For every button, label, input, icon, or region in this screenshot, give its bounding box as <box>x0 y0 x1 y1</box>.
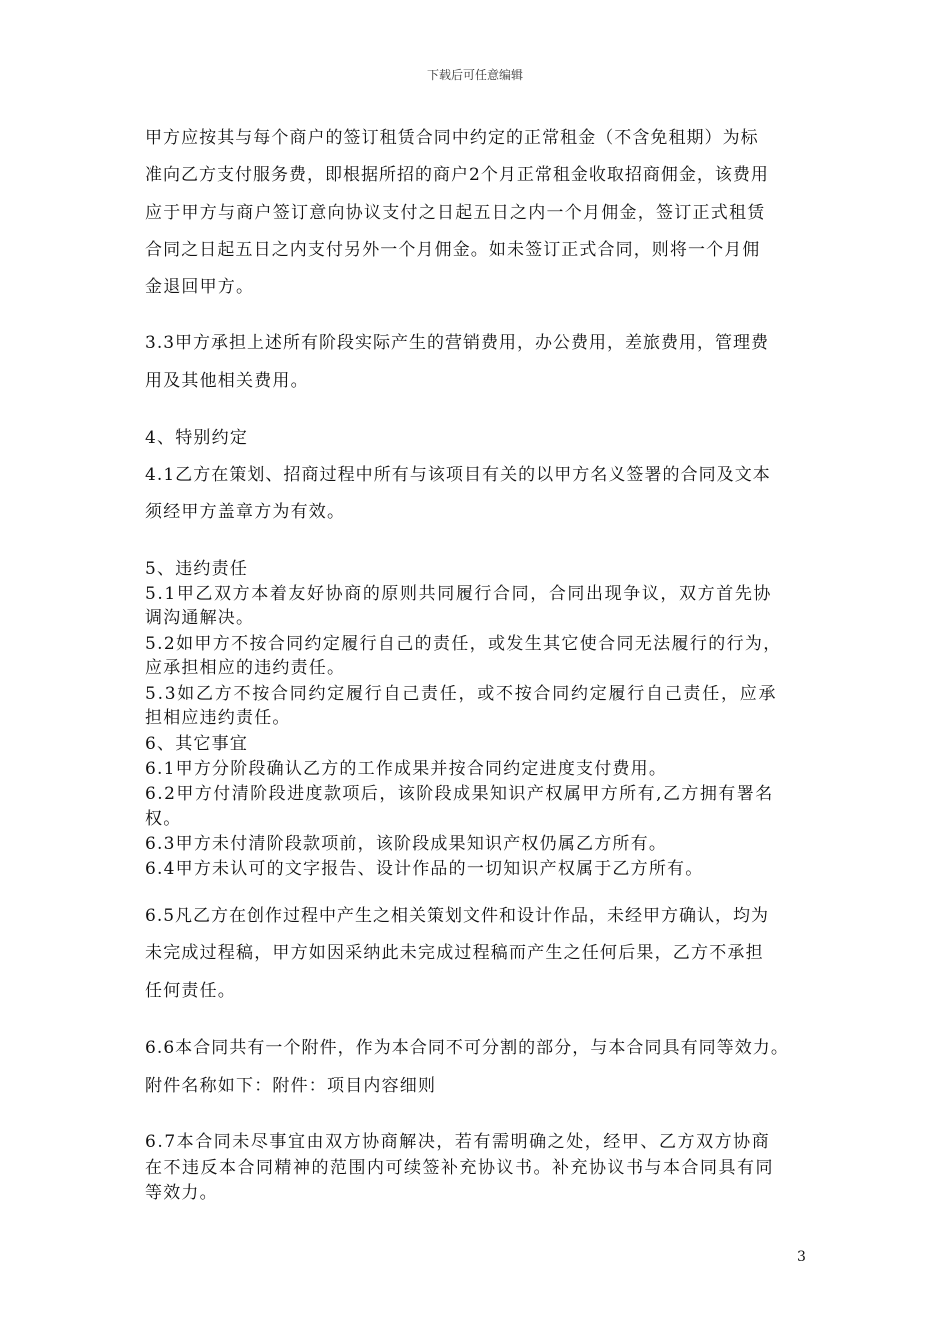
body-line: 调沟通解决。 <box>145 608 255 628</box>
body-line: 准向乙方支付服务费，即根据所招的商户2个月正常租金收取招商佣金，该费用 <box>145 165 769 185</box>
body-line: 担相应违约责任。 <box>145 708 291 728</box>
body-line: 合同之日起五日之内支付另外一个月佣金。如未签订正式合同，则将一个月佣 <box>145 240 761 260</box>
section-heading: 5、违约责任 <box>145 559 249 579</box>
body-line: 附件名称如下：附件：项目内容细则 <box>145 1076 437 1096</box>
body-line: 甲方应按其与每个商户的签订租赁合同中约定的正常租金（不含免租期）为标 <box>145 128 759 148</box>
body-line: 未完成过程稿，甲方如因采纳此未完成过程稿而产生之任何后果，乙方不承担 <box>145 943 764 963</box>
body-line: 5.3如乙方不按合同约定履行自己责任，或不按合同约定履行自己责任，应承 <box>145 684 778 704</box>
body-line: 须经甲方盖章方为有效。 <box>145 502 346 522</box>
body-line: 3.3甲方承担上述所有阶段实际产生的营销费用，办公费用，差旅费用，管理费 <box>145 333 770 353</box>
body-line: 6.4甲方未认可的文字报告、设计作品的一切知识产权属于乙方所有。 <box>145 859 704 879</box>
body-line: 6.3甲方未付清阶段款项前，该阶段成果知识产权仍属乙方所有。 <box>145 834 668 854</box>
body-line: 应于甲方与商户签订意向协议支付之日起五日之内一个月佣金，签订正式租赁 <box>145 203 766 223</box>
body-line: 6.7本合同未尽事宜由双方协商解决，若有需明确之处，经甲、乙方双方协商 <box>145 1132 771 1152</box>
body-line: 用及其他相关费用。 <box>145 371 309 391</box>
page-number: 3 <box>797 1249 806 1265</box>
body-line: 权。 <box>145 809 182 829</box>
body-line: 5.1甲乙双方本着友好协商的原则共同履行合同，合同出现争议，双方首先协 <box>145 584 773 604</box>
section-heading: 4、特别约定 <box>145 428 249 448</box>
body-line: 任何责任。 <box>145 981 236 1001</box>
body-line: 在不违反本合同精神的范围内可续签补充协议书。补充协议书与本合同具有同 <box>145 1158 774 1178</box>
body-line: 6.6本合同共有一个附件，作为本合同不可分割的部分，与本合同具有同等效力。 <box>145 1038 789 1058</box>
body-line: 6.2甲方付清阶段进度款项后，该阶段成果知识产权属甲方所有,乙方拥有署名 <box>145 784 774 804</box>
body-line: 6.5凡乙方在创作过程中产生之相关策划文件和设计作品，未经甲方确认，均为 <box>145 906 770 926</box>
body-line: 5.2如甲方不按合同约定履行自己的责任，或发生其它使合同无法履行的行为， <box>145 634 782 654</box>
body-line: 等效力。 <box>145 1183 218 1203</box>
page-header: 下载后可任意编辑 <box>426 68 523 82</box>
body-line: 金退回甲方。 <box>145 277 255 297</box>
section-heading: 6、其它事宜 <box>145 734 249 754</box>
body-line: 应承担相应的违约责任。 <box>145 658 346 678</box>
body-line: 6.1甲方分阶段确认乙方的工作成果并按合同约定进度支付费用。 <box>145 759 668 779</box>
body-line: 4.1乙方在策划、招商过程中所有与该项目有关的以甲方名义签署的合同及文本 <box>145 465 771 485</box>
